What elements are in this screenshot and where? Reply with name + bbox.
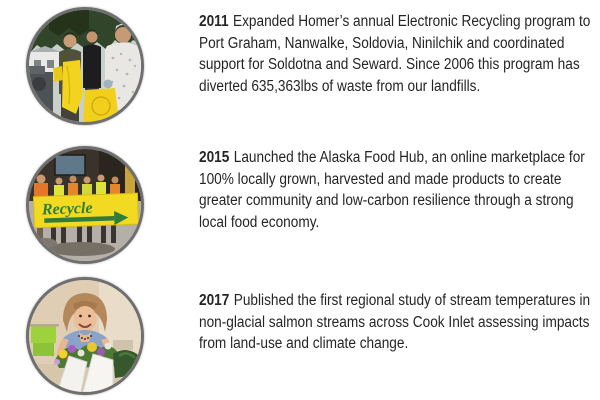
entry-line-text: non-glacial salmon streams across Cook Inlet assessing impacts (199, 313, 590, 331)
entry-line-text: Published the first regional study of stream temperatures in (233, 292, 591, 309)
entry-line-text: Port Graham, Nanwalke, Soldovia, Ninilchik and coordinated (199, 34, 565, 52)
entry-line (199, 333, 579, 355)
entry-line (199, 147, 585, 169)
recycle-banner-scene (29, 149, 141, 261)
entry-line-text: 100% locally grown, harvested and made products to create (199, 170, 562, 188)
timeline-entry-2017 (199, 290, 591, 355)
entry-line (199, 290, 591, 312)
entry-line (199, 312, 590, 334)
recycle-banner-group-photo (26, 146, 144, 264)
entry-line-text: local food economy. (199, 213, 320, 231)
entry-line (199, 169, 579, 191)
timeline-entry-2011 (199, 11, 591, 97)
entry-line-text: greater community and low-carbon resilience through a strong (199, 192, 574, 209)
entry-line-text: support for Soldotna and Seward. Since 2006 this program has (199, 56, 580, 73)
entry-line-text: Expanded Homer’s annual Electronic Recycling program to (233, 13, 591, 30)
entry-line-text: Launched the Alaska Food Hub, an online marketplace for (233, 149, 585, 166)
entry-line (199, 11, 591, 33)
farmers-market-flower-vendor-photo (26, 277, 144, 395)
entry-year: 2011 (199, 13, 229, 30)
entry-line (199, 33, 579, 55)
entry-year: 2015 (199, 149, 230, 166)
entry-line (199, 76, 579, 98)
entry-year: 2017 (199, 292, 230, 309)
entry-line-text: from land-use and climate change. (199, 335, 409, 352)
entry-line (199, 190, 579, 212)
recycle-banner-text: Recycle (41, 199, 93, 219)
entry-line (199, 212, 579, 234)
entry-line-text: diverted 635,363lbs of waste from our landfills. (199, 77, 481, 95)
flower-vendor-scene (29, 280, 141, 392)
e-waste-collection-scene (29, 10, 141, 122)
timeline-entry-2015 (199, 147, 585, 233)
electronic-recycling-volunteers-photo (26, 7, 144, 125)
entry-line (199, 54, 579, 76)
